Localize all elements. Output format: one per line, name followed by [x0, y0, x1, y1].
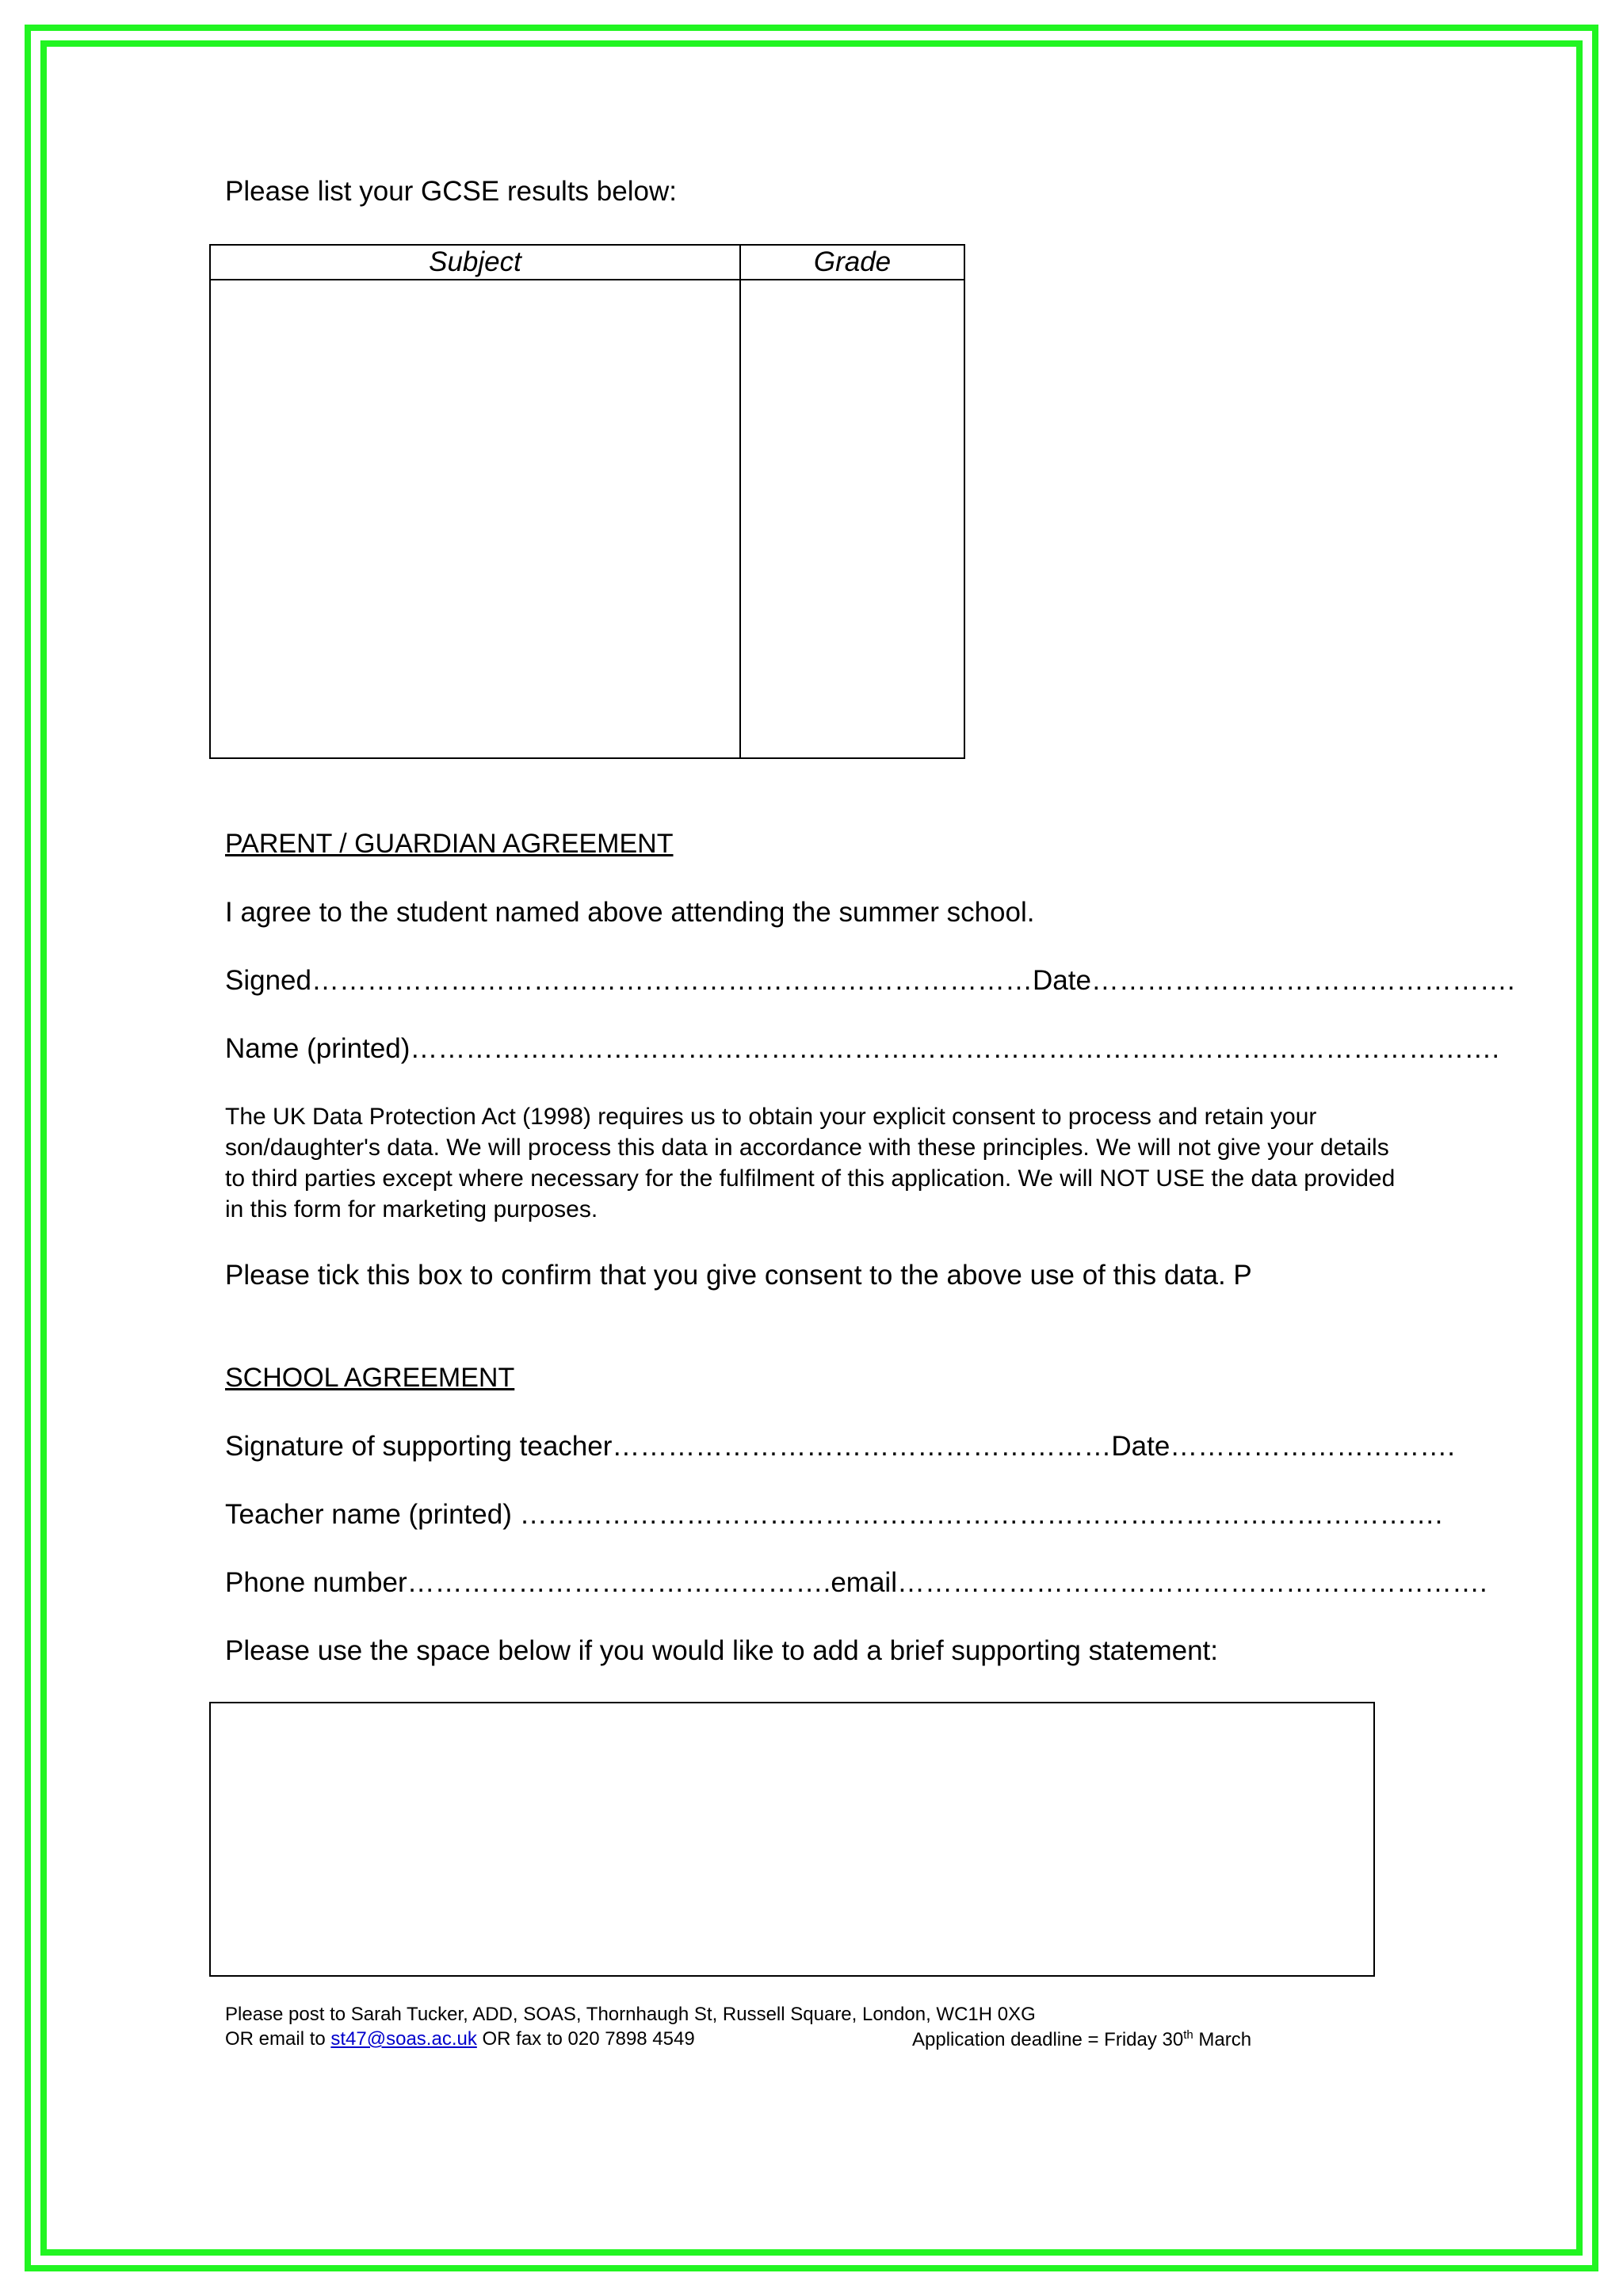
- school-agreement-heading: SCHOOL AGREEMENT: [225, 1363, 515, 1393]
- deadline-sup: th: [1183, 2028, 1193, 2042]
- parent-agreement-heading: PARENT / GUARDIAN AGREEMENT: [225, 829, 674, 859]
- footer-post-address: Please post to Sarah Tucker, ADD, SOAS, Thornhaugh St, Russell Square, London, WC1H 0XG: [225, 2004, 1036, 2025]
- footer-or-email: OR email to: [225, 2028, 331, 2050]
- teacher-name-line[interactable]: Teacher name (printed) ……………………………………………………………………………………….: [225, 1499, 1443, 1530]
- deadline-prefix: Application deadline = Friday 30: [912, 2029, 1184, 2050]
- supporting-statement-prompt: Please use the space below if you would like to add a brief supporting statement:: [225, 1635, 1218, 1666]
- parent-agree-statement: I agree to the student named above attending the summer school.: [225, 897, 1035, 928]
- gcse-results-table: [209, 244, 965, 759]
- deadline-suffix: March: [1193, 2029, 1252, 2050]
- supporting-statement-box[interactable]: [209, 1702, 1375, 1977]
- subject-cell[interactable]: [210, 280, 740, 758]
- teacher-signature-date-line[interactable]: Signature of supporting teacher………………………………………………Date………………………….: [225, 1431, 1456, 1462]
- gcse-prompt: Please list your GCSE results below:: [225, 176, 677, 207]
- footer-or-fax: OR fax to 020 7898 4549: [476, 2028, 695, 2050]
- phone-email-line[interactable]: Phone number……………………………………….email……………………………………………………….: [225, 1567, 1487, 1598]
- application-deadline: [912, 2028, 1251, 2051]
- footer-contact-line: [225, 2028, 695, 2050]
- column-header-grade: Grade: [740, 245, 964, 280]
- grade-cell[interactable]: [740, 280, 964, 758]
- email-link[interactable]: st47@soas.ac.uk: [330, 2028, 477, 2050]
- parent-signed-date-line[interactable]: Signed……………………………………………………………………Date……………………………………….: [225, 965, 1515, 996]
- data-protection-notice: The UK Data Protection Act (1998) requires us to obtain your explicit consent to process and retain your son/daughter's data. We will process this data in accordance with these principles. We will not give your details to third parties except where necessary for the fulfilment of this application. We will NOT USE the data provided in this form for marketing purposes.: [225, 1104, 1396, 1222]
- column-header-subject: Subject: [210, 245, 740, 280]
- parent-name-line[interactable]: Name (printed)……………………………………………………………………………………………………….: [225, 1033, 1500, 1064]
- consent-statement[interactable]: Please tick this box to confirm that you give consent to the above use of this data. P: [225, 1260, 1252, 1291]
